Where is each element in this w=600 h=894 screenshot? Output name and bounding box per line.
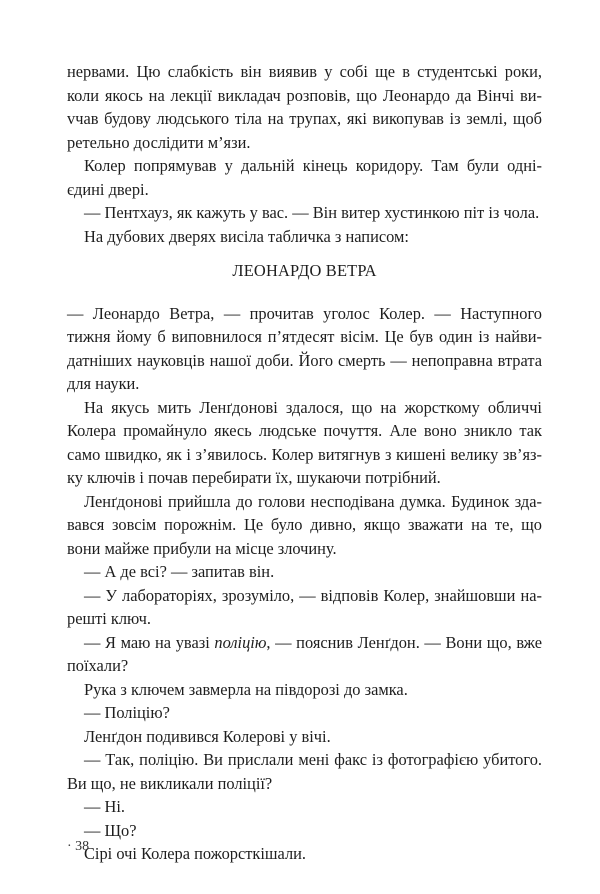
paragraph: Колер попрямував у дальній кінець коридору. Там були одні-єдині двері.: [67, 156, 542, 199]
paragraph: — Що?: [84, 820, 137, 840]
paragraph: Рука з ключем завмерла на півдорозі до замка.: [84, 679, 408, 699]
paragraph: — Пентхауз, як кажуть у вас. — Він витер хустинкою піт із чола.: [84, 203, 540, 222]
text-run: — Я маю на увазі: [84, 632, 215, 652]
book-page-text: [67, 60, 542, 866]
paragraph: — Поліцію?: [84, 703, 170, 722]
paragraph-with-emphasis: [67, 631, 542, 678]
text-run: , — пояснив Ленґдон. — Вони що, вже поїхали?: [67, 632, 542, 675]
paragraph: Ленґдон подивився Колерові у вічі.: [84, 726, 331, 746]
paragraph: На якусь мить Ленґдонові здалося, що на жорсткому обличчі Колера промайнуло якесь людське почуття. Але воно зникло так само швидко, як і з’явилось. Колер витягнув з кишені велику зв’язку ключів і почав перебирати їх, шукаючи потрібний.: [67, 397, 542, 487]
emphasized-word: поліцію: [214, 632, 267, 652]
paragraph: Ленґдонові прийшла до голови несподівана думка. Будинок здавався зовсім порожнім. Це було дивно, якщо зважати на те, що вони майже прибули на місце злочину.: [67, 491, 542, 558]
paragraph: — А де всі? — запитав він.: [84, 562, 275, 581]
paragraph: Сірі очі Колера пожорсткішали.: [84, 844, 307, 863]
paragraph: На дубових дверях висіла табличка з написом:: [84, 226, 409, 246]
paragraph: — Леонардо Ветра, — прочитав уголос Колер. — Наступного тижня йому б виповнилося п’ятдесят вісім. Це був один із найвидатніших науковців нашої доби. Його смерть — непоправна втрата для науки.: [67, 303, 542, 393]
paragraph: нервами. Цю слабкість він виявив у собі ще в студентські роки, коли якось на лекції викладач розповів, що Леонардо да Вінчі виvчав будову людського тіла на трупах, які викопував із землі, щоб ретельно дослідити м’язи.: [67, 62, 542, 152]
paragraph: — У лабораторіях, зрозуміло, — відповів Колер, знайшовши нарешті ключ.: [67, 585, 542, 628]
paragraph: — Так, поліцію. Ви прислали мені факс із фотографією убитого. Ви що, не викликали поліції?: [67, 750, 542, 793]
door-sign-heading: ЛЕОНАРДО ВЕТРА: [232, 261, 377, 280]
page-number: · 38: [67, 839, 90, 854]
paragraph: — Ні.: [84, 797, 125, 816]
